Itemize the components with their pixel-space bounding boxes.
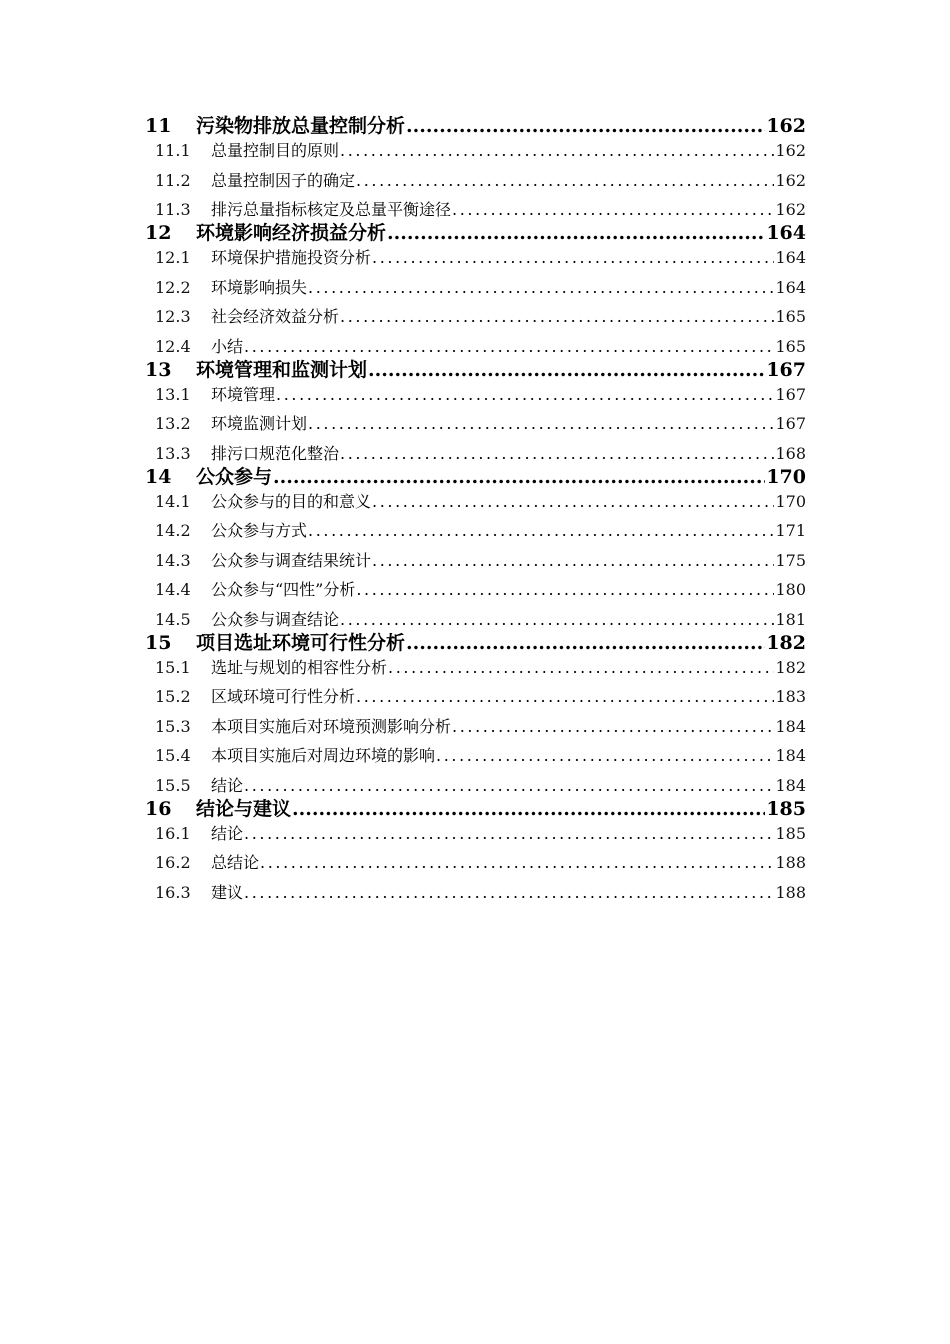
section-number: 15.1 xyxy=(155,657,191,677)
section-number: 12.3 xyxy=(155,307,191,326)
dot-leader xyxy=(308,521,774,541)
section-page-number: 164 xyxy=(775,248,806,267)
toc-section-entry[interactable] xyxy=(145,873,806,903)
section-number: 16.3 xyxy=(155,882,191,902)
dot-leader xyxy=(452,717,774,737)
dot-leader xyxy=(452,200,774,220)
toc-chapter-group xyxy=(145,220,806,357)
dot-leader xyxy=(387,220,765,246)
section-page-number: 184 xyxy=(775,775,806,795)
section-page-number: 165 xyxy=(775,336,806,356)
section-title: 小结 xyxy=(211,336,244,356)
chapter-title: 污染物排放总量控制分析 xyxy=(196,115,406,137)
section-title: 总结论 xyxy=(211,853,260,872)
toc-chapter-entry[interactable] xyxy=(145,357,806,383)
section-page-number: 171 xyxy=(775,521,806,540)
section-title: 环境监测计划 xyxy=(211,414,308,433)
toc-section-entry[interactable] xyxy=(145,571,806,601)
section-number: 15.4 xyxy=(155,746,191,765)
toc-chapter-group xyxy=(145,113,806,220)
dot-leader xyxy=(292,796,765,822)
toc-chapter-group xyxy=(145,464,806,630)
section-number: 14.2 xyxy=(155,521,191,540)
chapter-title: 结论与建议 xyxy=(196,797,292,820)
section-title: 本项目实施后对环境预测影响分析 xyxy=(211,716,452,736)
section-number: 15.2 xyxy=(155,687,191,706)
chapter-page-number: 170 xyxy=(766,465,806,488)
dot-leader xyxy=(273,464,765,490)
dot-leader xyxy=(244,883,774,903)
dot-leader xyxy=(356,687,774,707)
dot-leader xyxy=(372,492,774,512)
dot-leader xyxy=(340,610,774,630)
toc-chapter-entry[interactable] xyxy=(145,464,806,490)
toc-section-entry[interactable] xyxy=(145,600,806,630)
chapter-title: 项目选址环境可行性分析 xyxy=(196,631,406,654)
toc-section-entry[interactable] xyxy=(145,327,806,357)
toc-section-entry[interactable] xyxy=(145,298,806,328)
toc-section-entry[interactable] xyxy=(145,656,806,678)
section-title: 环境保护措施投资分析 xyxy=(211,248,372,267)
dot-leader xyxy=(308,278,774,298)
toc-chapter-entry[interactable] xyxy=(145,796,806,822)
toc-section-entry[interactable] xyxy=(145,246,806,268)
toc-section-entry[interactable] xyxy=(145,512,806,542)
chapter-number: 13 xyxy=(145,358,172,381)
section-page-number: 188 xyxy=(775,882,806,902)
dot-leader xyxy=(244,337,774,357)
section-number: 11.1 xyxy=(155,141,191,160)
section-page-number: 162 xyxy=(775,141,806,160)
table-of-contents xyxy=(145,113,806,903)
section-number: 12.4 xyxy=(155,336,191,356)
section-title: 区域环境可行性分析 xyxy=(211,687,356,706)
dot-leader xyxy=(308,414,774,434)
section-number: 16.1 xyxy=(155,823,191,843)
toc-chapter-entry[interactable] xyxy=(145,630,806,656)
section-title: 建议 xyxy=(211,882,244,902)
toc-chapter-group xyxy=(145,796,806,903)
chapter-number: 16 xyxy=(145,797,172,820)
section-page-number: 165 xyxy=(775,307,806,326)
section-title: 环境管理 xyxy=(211,384,276,404)
dot-leader xyxy=(244,776,774,796)
toc-section-entry[interactable] xyxy=(145,678,806,708)
section-page-number: 184 xyxy=(775,716,806,736)
section-page-number: 162 xyxy=(775,200,806,219)
toc-section-entry[interactable] xyxy=(145,490,806,512)
section-page-number: 175 xyxy=(775,550,806,570)
toc-chapter-entry[interactable] xyxy=(145,220,806,246)
section-number: 11.3 xyxy=(155,200,191,219)
toc-chapter-group xyxy=(145,357,806,464)
dot-leader xyxy=(372,551,774,571)
section-page-number: 183 xyxy=(775,687,806,706)
section-page-number: 162 xyxy=(775,170,806,190)
section-title: 环境影响损失 xyxy=(211,277,308,297)
dot-leader xyxy=(260,853,774,873)
section-number: 16.2 xyxy=(155,853,191,872)
toc-section-entry[interactable] xyxy=(145,139,806,161)
toc-section-entry[interactable] xyxy=(145,766,806,796)
section-page-number: 188 xyxy=(775,853,806,872)
toc-section-entry[interactable] xyxy=(145,541,806,571)
section-title: 公众参与方式 xyxy=(211,521,308,540)
dot-leader xyxy=(406,113,765,139)
section-page-number: 167 xyxy=(775,384,806,404)
section-title: 总量控制目的原则 xyxy=(211,141,340,160)
dot-leader xyxy=(356,580,774,600)
section-number: 13.3 xyxy=(155,443,191,463)
chapter-page-number: 164 xyxy=(766,222,806,244)
section-number: 14.4 xyxy=(155,580,191,599)
dot-leader xyxy=(436,746,774,766)
chapter-page-number: 182 xyxy=(766,631,806,654)
section-page-number: 184 xyxy=(775,746,806,765)
dot-leader xyxy=(340,444,774,464)
toc-section-entry[interactable] xyxy=(145,405,806,435)
toc-section-entry[interactable] xyxy=(145,707,806,737)
section-title: 公众参与的目的和意义 xyxy=(211,491,372,511)
chapter-page-number: 167 xyxy=(766,358,806,381)
section-title: 结论 xyxy=(211,775,244,795)
section-title: 选址与规划的相容性分析 xyxy=(211,657,388,677)
toc-section-entry[interactable] xyxy=(145,383,806,405)
section-title: 排污口规范化整治 xyxy=(211,443,340,463)
section-number: 13.1 xyxy=(155,384,191,404)
toc-section-entry[interactable] xyxy=(145,191,806,221)
section-title: 排污总量指标核定及总量平衡途径 xyxy=(211,200,452,219)
chapter-number: 14 xyxy=(145,465,172,488)
section-number: 14.5 xyxy=(155,609,191,629)
toc-section-entry[interactable] xyxy=(145,268,806,298)
dot-leader xyxy=(406,630,765,656)
section-number: 14.3 xyxy=(155,550,191,570)
section-page-number: 182 xyxy=(775,657,806,677)
section-page-number: 170 xyxy=(775,491,806,511)
section-title: 结论 xyxy=(211,823,244,843)
dot-leader xyxy=(340,307,774,327)
chapter-number: 15 xyxy=(145,631,172,654)
section-title: 公众参与调查结果统计 xyxy=(211,550,372,570)
section-number: 11.2 xyxy=(155,170,191,190)
section-page-number: 164 xyxy=(775,277,806,297)
dot-leader xyxy=(340,141,774,161)
toc-section-entry[interactable] xyxy=(145,844,806,874)
dot-leader xyxy=(276,385,774,405)
toc-section-entry[interactable] xyxy=(145,737,806,767)
chapter-page-number: 162 xyxy=(766,115,806,137)
section-number: 13.2 xyxy=(155,414,191,433)
section-title: 总量控制因子的确定 xyxy=(211,170,356,190)
dot-leader xyxy=(244,824,774,844)
section-title: 社会经济效益分析 xyxy=(211,307,340,326)
dot-leader xyxy=(388,658,774,678)
section-number: 15.5 xyxy=(155,775,191,795)
chapter-page-number: 185 xyxy=(766,797,806,820)
section-number: 12.1 xyxy=(155,248,191,267)
chapter-number: 11 xyxy=(145,115,172,137)
section-number: 15.3 xyxy=(155,716,191,736)
toc-chapter-entry[interactable] xyxy=(145,113,806,139)
toc-section-entry[interactable] xyxy=(145,434,806,464)
section-title: 公众参与“四性”分析 xyxy=(211,580,356,599)
section-page-number: 167 xyxy=(775,414,806,433)
chapter-title: 公众参与 xyxy=(196,465,273,488)
section-page-number: 180 xyxy=(775,580,806,599)
dot-leader xyxy=(372,248,774,268)
section-number: 14.1 xyxy=(155,491,191,511)
chapter-title: 环境管理和监测计划 xyxy=(196,358,368,381)
section-page-number: 181 xyxy=(775,609,806,629)
section-title: 本项目实施后对周边环境的影响 xyxy=(211,746,436,765)
section-number: 12.2 xyxy=(155,277,191,297)
toc-chapter-group xyxy=(145,630,806,796)
section-page-number: 168 xyxy=(775,443,806,463)
section-title: 公众参与调查结论 xyxy=(211,609,340,629)
dot-leader xyxy=(368,357,765,383)
toc-section-entry[interactable] xyxy=(145,822,806,844)
chapter-number: 12 xyxy=(145,222,172,244)
section-page-number: 185 xyxy=(775,823,806,843)
toc-section-entry[interactable] xyxy=(145,161,806,191)
dot-leader xyxy=(356,171,774,191)
chapter-title: 环境影响经济损益分析 xyxy=(196,222,387,244)
